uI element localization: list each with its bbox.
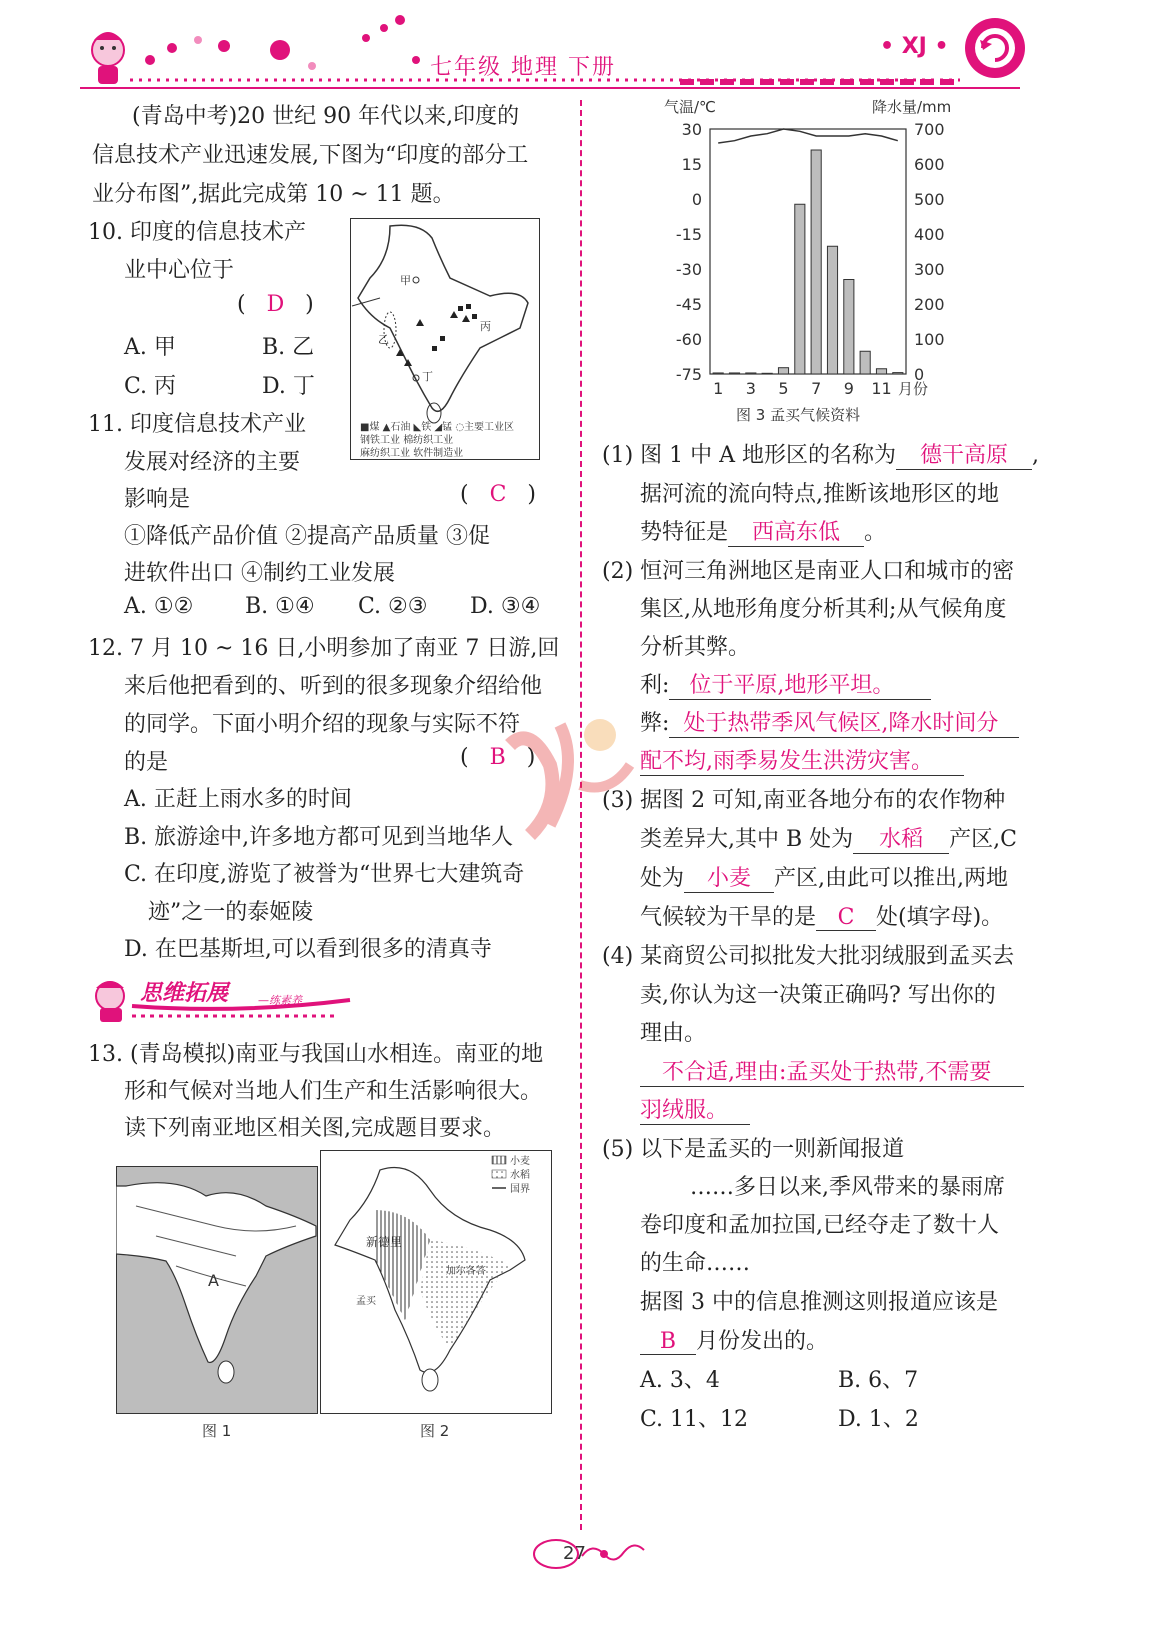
- right-tick-label: 500: [914, 190, 945, 209]
- q11-option-d: D. ③④: [470, 594, 541, 619]
- q10-option-b: B. 乙: [262, 335, 315, 360]
- right-tick-label: 600: [914, 155, 945, 174]
- left-tick-label: -60: [675, 330, 702, 349]
- q13-part1-answer-1: 德干高原: [896, 438, 1032, 470]
- q11-stem-2: 发展对经济的主要: [124, 450, 301, 475]
- precip-bar-month-2: [729, 373, 739, 374]
- q10-answer-bracket: ( D ): [237, 292, 314, 317]
- x-tick-label: 9: [843, 379, 854, 398]
- q13-part4-line-2: 卖,你认为这一决策正确吗? 写出你的: [640, 983, 996, 1008]
- left-tick-label: -75: [675, 365, 702, 384]
- precip-bar-month-12: [893, 373, 903, 374]
- q12-line-1: 12. 7 月 10 ~ 16 日,小明参加了南亚 7 日游,回: [88, 636, 560, 661]
- x-tick-label: 5: [778, 379, 789, 398]
- q13-line-1: 13. (青岛模拟)南亚与我国山水相连。南亚的地: [88, 1042, 544, 1067]
- left-tick-label: -30: [675, 260, 702, 279]
- left-tick-label: -15: [675, 225, 702, 244]
- q12-option-b: B. 旅游途中,许多地方都可见到当地华人: [124, 825, 514, 850]
- q13-part3-answer-3: C: [816, 905, 876, 931]
- page-number: 27: [563, 1543, 586, 1564]
- q12-answer-bracket: ( B ): [460, 745, 536, 770]
- fig2-legend-rice: 水稻: [510, 1170, 530, 1181]
- q13-line-2: 形和气候对当地人们生产和生活影响很大。: [124, 1079, 543, 1104]
- q13-part5-quote-1: ……多日以来,季风带来的暴雨席: [690, 1175, 1005, 1200]
- right-tick-label: 100: [914, 330, 945, 349]
- q13-part2-line-1: (2) 恒河三角洲地区是南亚人口和城市的密: [602, 559, 1015, 584]
- india-industry-map: [350, 218, 540, 460]
- q13-part2-bi-2: [640, 744, 964, 776]
- q12-line-2: 来后他把看到的、听到的很多现象介绍给他: [124, 674, 543, 699]
- q13-part1-line-2: 据河流的流向特点,推断该地形区的地: [640, 482, 999, 507]
- mumbai-climate-chart: [660, 94, 960, 404]
- fig2-legend-border: 国界: [510, 1184, 530, 1195]
- q13-part4-answer-2: 羽绒服。: [640, 1093, 750, 1125]
- precip-bar-month-6: [795, 204, 805, 374]
- q13-part5-option-c: C. 11、12: [640, 1407, 749, 1432]
- map-legend-3: 麻纺织工业 软件制造业: [360, 448, 464, 459]
- map-label-jia: 甲: [400, 274, 411, 287]
- fig1-label-a: A: [208, 1271, 219, 1290]
- intro-line-2: 信息技术产业迅速发展,下图为“印度的部分工: [92, 143, 529, 168]
- map-label-bing: 丙: [480, 320, 491, 333]
- q13-part3-answer-1: 水稻: [853, 822, 949, 854]
- q13-part2-bi-answer-1: 处于热带季风气候区,降水时间分: [669, 706, 1019, 738]
- right-tick-label: 300: [914, 260, 945, 279]
- left-tick-label: 0: [691, 190, 702, 209]
- map-legend-2: 钢铁工业 棉纺织工业: [360, 435, 454, 446]
- q13-part1-line-3: 势特征是 西高东低 。: [640, 515, 886, 547]
- q13-part2-line-2: 集区,从地形角度分析其利;从气候角度: [640, 597, 1007, 622]
- q12-answer: B: [489, 745, 506, 770]
- q12-option-a: A. 正赶上雨水多的时间: [124, 787, 352, 812]
- q13-part3-answer-2: 小麦: [684, 861, 774, 893]
- fig2-label-delhi: 新德里: [366, 1235, 403, 1249]
- q12-option-c-2: 迹”之一的泰姬陵: [148, 900, 314, 925]
- figure-3-caption: 图 3 孟买气候资料: [736, 406, 861, 424]
- precip-bar-month-8: [827, 246, 837, 374]
- q13-part5-line-2: 据图 3 中的信息推测这则报道应该是: [640, 1290, 998, 1315]
- fig2-legend-wheat: 小麦: [510, 1156, 530, 1167]
- precip-bar-month-5: [778, 368, 788, 374]
- section-subtitle: —练素养: [258, 994, 302, 1007]
- q12-line-4: 的是: [124, 750, 169, 775]
- q12-option-d: D. 在巴基斯坦,可以看到很多的清真寺: [124, 937, 492, 962]
- x-tick-label: 1: [713, 379, 724, 398]
- intro-line-1: (青岛中考)20 世纪 90 年代以来,印度的: [132, 104, 520, 129]
- right-tick-label: 400: [914, 225, 945, 244]
- footer-ornament: [530, 1532, 650, 1576]
- q13-part2-li: 利: 位于平原,地形平坦。: [640, 668, 931, 700]
- figure-2-map: [320, 1150, 552, 1414]
- precip-bar-month-9: [844, 280, 854, 375]
- q13-part2-line-3: 分析其弊。: [640, 635, 751, 660]
- q10-option-c: C. 丙: [124, 374, 177, 399]
- q11-option-a: A. ①②: [124, 594, 194, 619]
- q10-stem-2: 业中心位于: [124, 258, 235, 283]
- chart-ylabel-left: 气温/℃: [664, 98, 716, 116]
- q13-part2-bi-answer-2: 配不均,雨季易发生洪涝灾害。: [640, 744, 964, 776]
- precip-bar-month-7: [811, 150, 821, 374]
- q13-part3-line-3: 处为 小麦 产区,由此可以推出,两地: [640, 861, 1008, 893]
- map-legend-1: ■煤 ▲石油 ◣铁 ◢锰 ◌主要工业区: [360, 422, 515, 433]
- precip-bar-month-10: [860, 351, 870, 374]
- left-tick-label: -45: [675, 295, 702, 314]
- q11-choices-2: 进软件出口 ④制约工业发展: [124, 561, 395, 586]
- map-label-ding: 丁: [422, 370, 433, 383]
- q10-option-a: A. 甲: [124, 335, 176, 360]
- q11-option-c: C. ②③: [358, 594, 428, 619]
- fig2-label-mumbai: 孟买: [356, 1296, 376, 1307]
- q13-part4-answer-1: 不合适,理由:孟买处于热带,不需要: [640, 1055, 1024, 1087]
- x-tick-label: 3: [745, 379, 756, 398]
- q13-part4-line-1: (4) 某商贸公司拟批发大批羽绒服到孟买去: [602, 944, 1015, 969]
- q13-part5-answer: B: [640, 1329, 696, 1355]
- map-label-yi: 乙: [378, 333, 389, 346]
- q13-part2-li-answer: 位于平原,地形平坦。: [669, 668, 931, 700]
- q13-part5-quote-3: 的生命……: [640, 1251, 751, 1276]
- q11-option-b: B. ①④: [245, 594, 315, 619]
- q11-stem-1: 11. 印度信息技术产业: [88, 412, 306, 437]
- q11-answer-bracket: ( C ): [460, 482, 536, 507]
- header-title: 七年级 地理 下册: [430, 55, 616, 80]
- fig2-label-kolkata: 加尔各答: [446, 1266, 486, 1277]
- figure-1-caption: 图 1: [202, 1422, 232, 1440]
- left-tick-label: 30: [681, 120, 702, 139]
- q12-line-3: 的同学。下面小明介绍的现象与实际不符: [124, 712, 521, 737]
- q12-option-c-1: C. 在印度,游览了被誉为“世界七大建筑奇: [124, 862, 525, 887]
- q13-part1-line-1: (1) 图 1 中 A 地形区的名称为 德干高原 ,: [602, 438, 1039, 470]
- q13-part4-line-3: 理由。: [640, 1021, 707, 1046]
- q13-line-3: 读下列南亚地区相关图,完成题目要求。: [124, 1116, 505, 1141]
- figure-1-map: [116, 1166, 318, 1414]
- q13-part5-quote-2: 卷印度和孟加拉国,已经夺走了数十人: [640, 1213, 999, 1238]
- figure-2-caption: 图 2: [420, 1422, 450, 1440]
- precip-bar-month-4: [762, 373, 772, 374]
- q13-part5-line-3: B 月份发出的。: [640, 1324, 828, 1355]
- q11-stem-3: 影响是: [124, 487, 191, 512]
- right-tick-label: 200: [914, 295, 945, 314]
- q13-part3-line-2: 类差异大,其中 B 处为 水稻 产区,C: [640, 822, 1017, 854]
- q13-part5-line-1: (5) 以下是孟买的一则新闻报道: [602, 1137, 905, 1162]
- q10-answer: D: [266, 292, 285, 317]
- q13-part5-option-b: B. 6、7: [838, 1368, 919, 1393]
- x-tick-label: 7: [811, 379, 822, 398]
- q13-part3-line-1: (3) 据图 2 可知,南亚各地分布的农作物种: [602, 788, 1006, 813]
- x-tick-label: 11: [871, 379, 892, 398]
- q11-answer: C: [489, 482, 507, 507]
- left-tick-label: 15: [681, 155, 702, 174]
- chart-ylabel-right: 降水量/mm: [872, 98, 952, 116]
- precip-bar-month-1: [713, 373, 723, 374]
- section-title: 思维拓展: [140, 980, 229, 1006]
- chart-xlabel: 月份: [898, 380, 929, 398]
- right-tick-label: 0: [914, 365, 925, 384]
- q13-part3-line-4: 气候较为干旱的是 C 处(填字母)。: [640, 905, 1004, 930]
- q10-stem-1: 10. 印度的信息技术产: [88, 220, 306, 245]
- intro-line-3: 业分布图”,据此完成第 10 ~ 11 题。: [92, 182, 455, 207]
- right-tick-label: 700: [914, 120, 945, 139]
- q13-part1-answer-2: 西高东低: [728, 515, 864, 547]
- q10-option-d: D. 丁: [262, 374, 315, 399]
- q11-choices-1: ①降低产品价值 ②提高产品质量 ③促: [124, 524, 490, 549]
- chart-frame: [710, 129, 906, 374]
- q13-part5-option-d: D. 1、2: [838, 1407, 919, 1432]
- header-edition: • XJ •: [880, 34, 949, 59]
- q13-part5-option-a: A. 3、4: [640, 1368, 720, 1393]
- precip-bar-month-11: [876, 369, 886, 374]
- precip-bar-month-3: [746, 373, 756, 374]
- q13-part2-bi-1: 弊: 处于热带季风气候区,降水时间分: [640, 706, 1019, 738]
